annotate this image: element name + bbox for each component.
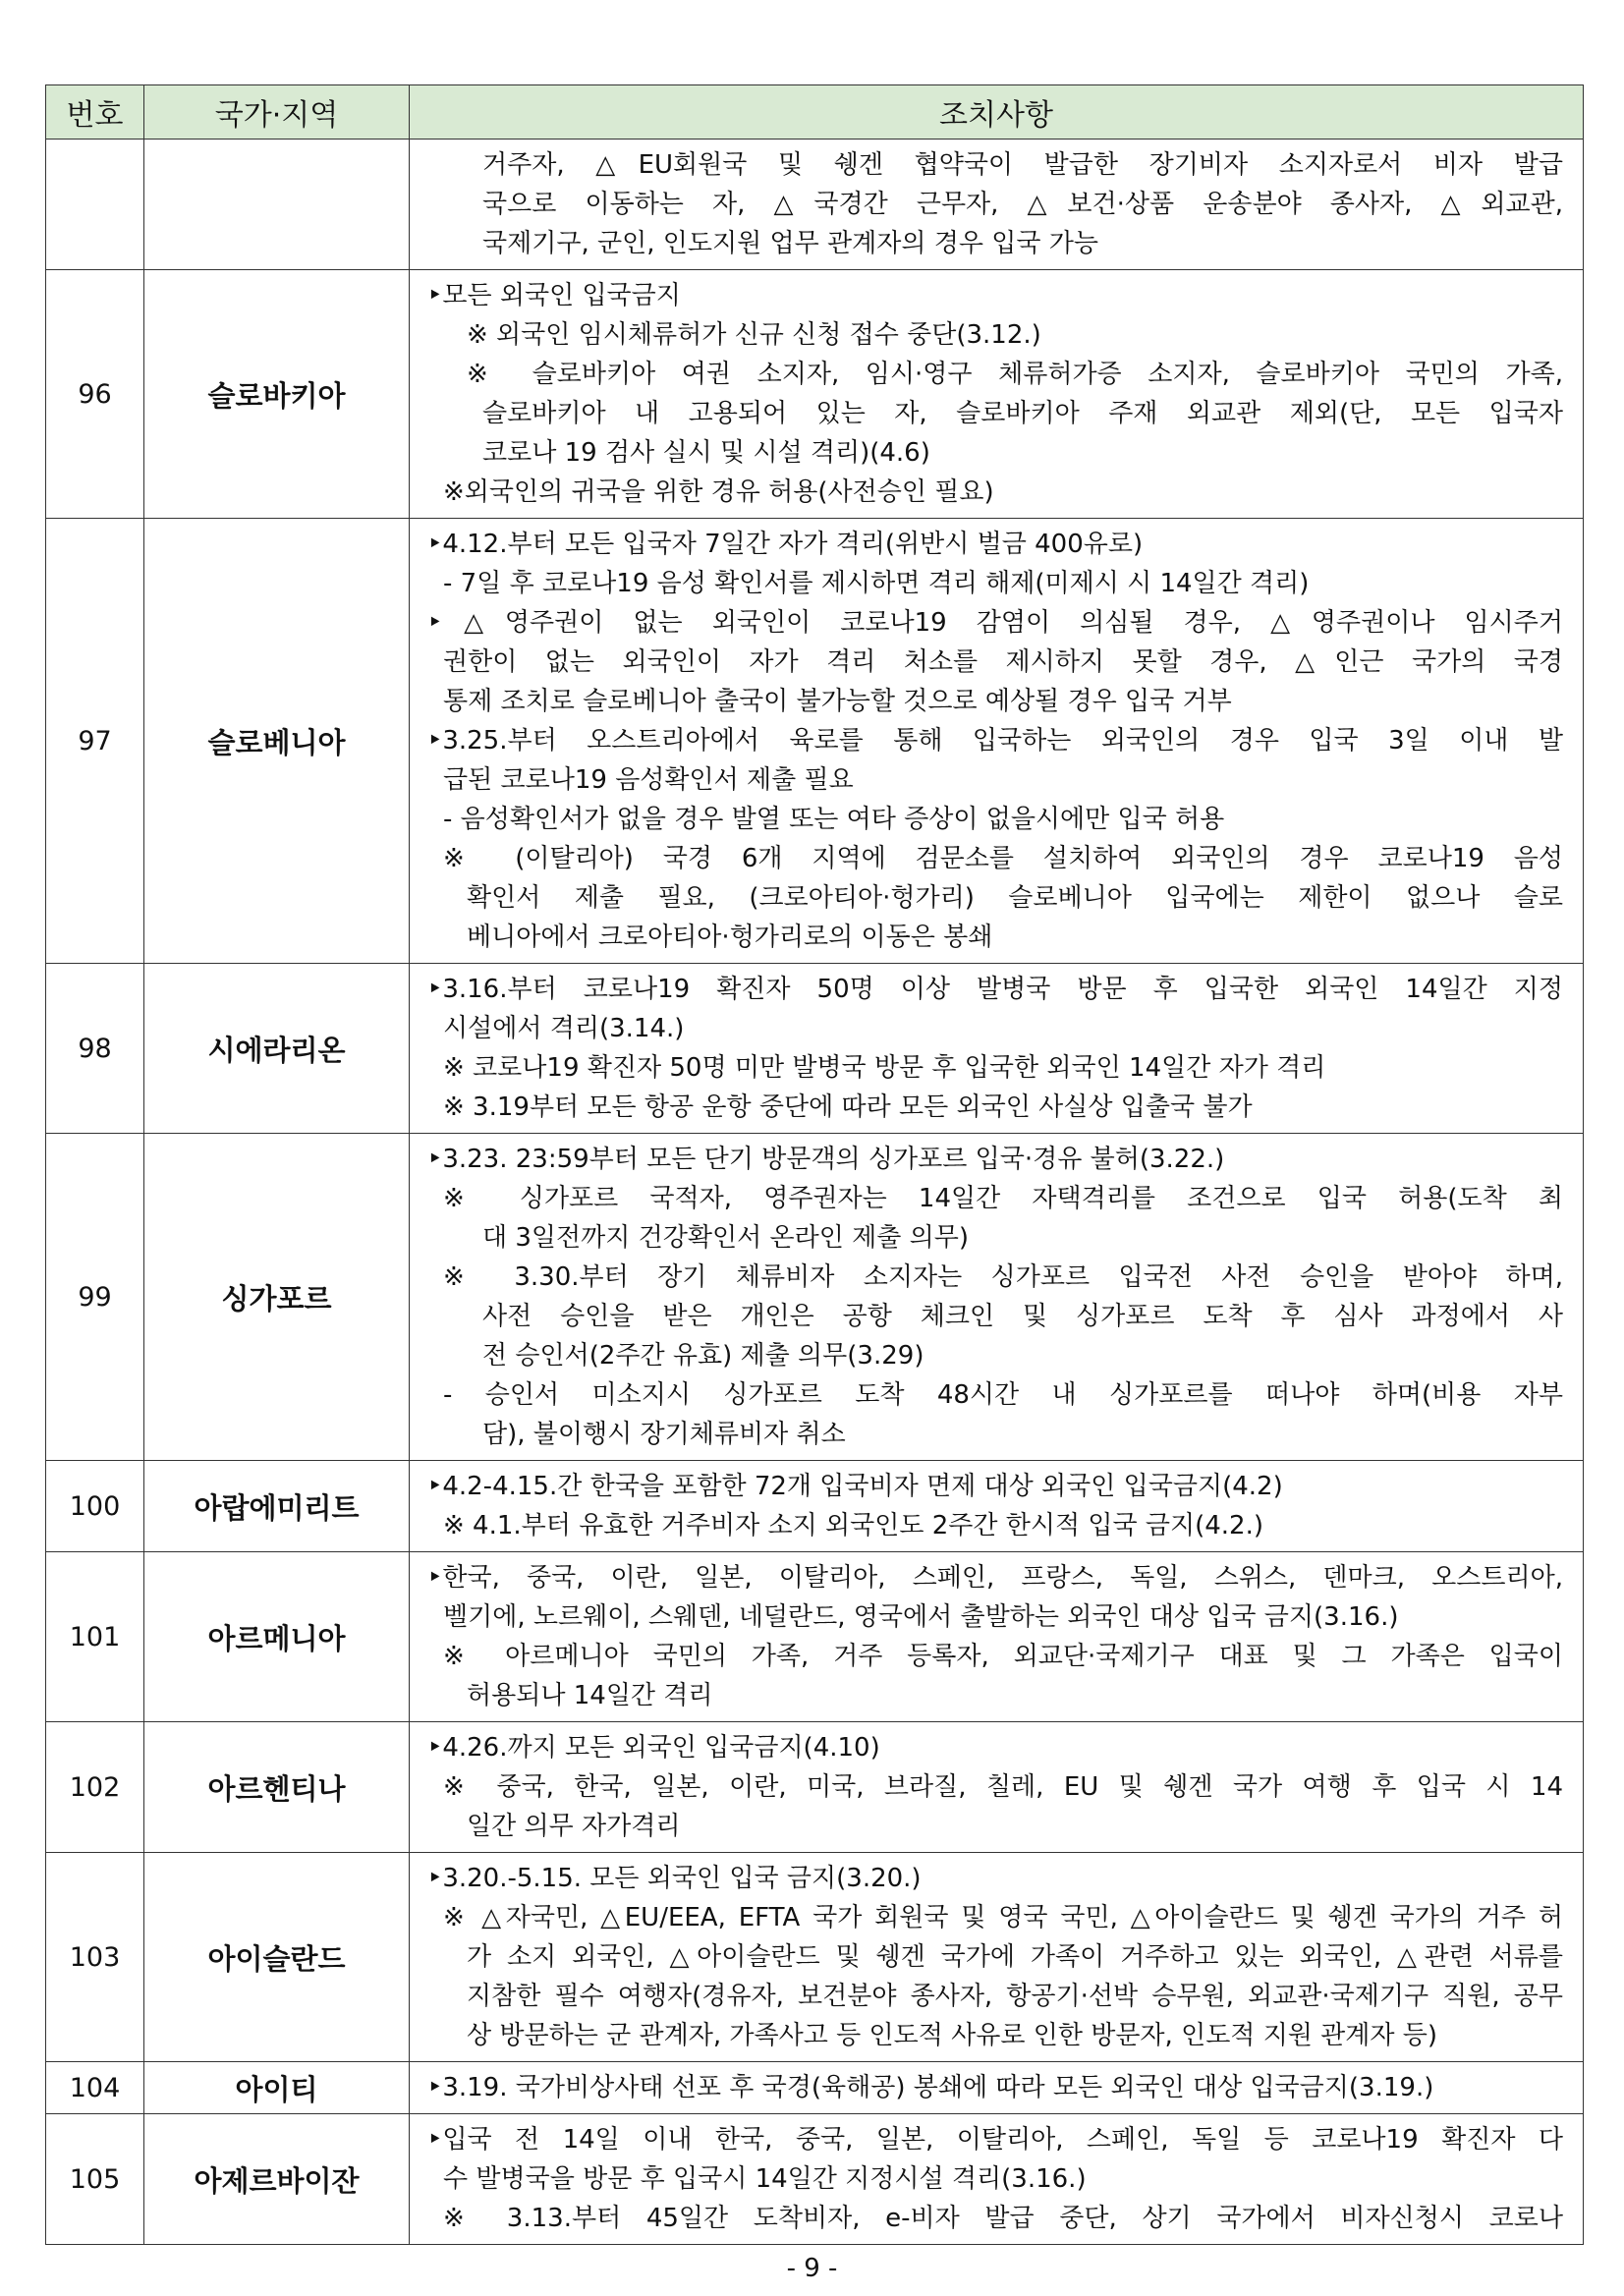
measures-cell: [410, 1722, 1584, 1853]
measure-line: 가 소지 외국인, △아이슬란드 및 쉥겐 국가에 가족이 거주하고 있는 외국인, △관련 서류를: [467, 1942, 1563, 1972]
row-number: 97: [46, 519, 144, 964]
table-row: [46, 140, 1584, 270]
measure-line: 사전 승인을 받은 개인은 공항 체크인 및 싱가포르 도착 후 심사 과정에서 사: [482, 1302, 1563, 1331]
measure-line: 급된 코로나19 음성확인서 제출 필요: [443, 765, 854, 795]
measure-line: ‣△영주권이 없는 외국인이 코로나19 감염이 의심될 경우, △영주권이나 임시주거: [427, 608, 1563, 638]
measure-line: ‣3.23. 23:59부터 모든 단기 방문객의 싱가포르 입국·경유 불허(3.22.): [427, 1145, 1225, 1174]
measure-line: ‣3.19. 국가비상사태 선포 후 국경(육해공) 봉쇄에 따라 모든 외국인 대상 입국금지(3.19.): [427, 2073, 1434, 2102]
measures-cell: [410, 1552, 1584, 1722]
measure-line: ※ (이탈리아) 국경 6개 지역에 검문소를 설치하여 외국인의 경우 코로나19 음성: [443, 844, 1563, 873]
row-number: 105: [46, 2114, 144, 2245]
measure-line: 국제기구, 군인, 인도지원 업무 관계자의 경우 입국 가능: [482, 229, 1098, 258]
measure-line: 코로나 19 검사 실시 및 시설 격리)(4.6): [482, 438, 930, 468]
measure-line: 벨기에, 노르웨이, 스웨덴, 네덜란드, 영국에서 출발하는 외국인 대상 입국 금지(3.16.): [443, 1602, 1399, 1632]
table-row: [46, 1722, 1584, 1853]
country-name: 슬로베니아: [144, 519, 410, 964]
measure-line: - 7일 후 코로나19 음성 확인서를 제시하면 격리 해제(미제시 시 14일간 격리): [443, 569, 1310, 598]
measures-table: [45, 84, 1584, 2245]
row-number: 104: [46, 2062, 144, 2114]
measure-line: ※ 3.30.부터 장기 체류비자 소지자는 싱가포르 입국전 사전 승인을 받아야 하며,: [443, 1262, 1563, 1292]
measure-line: ※ 3.19부터 모든 항공 운항 중단에 따라 모든 외국인 사실상 입출국 불가: [443, 1092, 1253, 1122]
row-number: 102: [46, 1722, 144, 1853]
country-name: 아랍에미리트: [144, 1461, 410, 1552]
table-row: [46, 270, 1584, 519]
measure-line: ※ 싱가포르 국적자, 영주권자는 14일간 자택격리를 조건으로 입국 허용(도착 최: [443, 1184, 1563, 1213]
measure-line: ‣4.26.까지 모든 외국인 입국금지(4.10): [427, 1733, 880, 1763]
measure-line: 담), 불이행시 장기체류비자 취소: [482, 1420, 846, 1449]
row-number: [46, 140, 144, 270]
measure-line: ※외국인의 귀국을 위한 경유 허용(사전승인 필요): [443, 477, 994, 507]
measure-line: 수 발병국을 방문 후 입국시 14일간 지정시설 격리(3.16.): [443, 2164, 1087, 2194]
country-name: 시에라리온: [144, 964, 410, 1134]
measure-line: 상 방문하는 군 관계자, 가족사고 등 인도적 사유로 인한 방문자, 인도적 지원 관계자 등): [467, 2021, 1438, 2050]
table-row: [46, 1552, 1584, 1722]
measure-line: 확인서 제출 필요, (크로아티아·헝가리) 슬로베니아 입국에는 제한이 없으나 슬로: [467, 883, 1563, 913]
measures-cell: [410, 270, 1584, 519]
measure-line: 대 3일전까지 건강확인서 온라인 제출 의무): [482, 1223, 969, 1253]
table-row: [46, 1134, 1584, 1461]
country-name: 아르메니아: [144, 1552, 410, 1722]
country-name: 아이슬란드: [144, 1853, 410, 2062]
measures-cell: [410, 1853, 1584, 2062]
row-number: 96: [46, 270, 144, 519]
header-measures: 조치사항: [410, 85, 1584, 140]
row-number: 98: [46, 964, 144, 1134]
measure-line: 국으로 이동하는 자, △국경간 근무자, △보건·상품 운송분야 종사자, △외교관,: [482, 190, 1563, 219]
measure-line: 일간 의무 자가격리: [467, 1812, 681, 1841]
measure-line: ‣모든 외국인 입국금지: [427, 281, 681, 310]
measure-line: ※ 슬로바키아 여권 소지자, 임시·영구 체류허가증 소지자, 슬로바키아 국민의 가족,: [467, 360, 1563, 389]
measure-line: ‣4.2-4.15.간 한국을 포함한 72개 입국비자 면제 대상 외국인 입국금지(4.2): [427, 1472, 1283, 1501]
measures-cell: [410, 2062, 1584, 2114]
row-number: 100: [46, 1461, 144, 1552]
measure-line: - 승인서 미소지시 싱가포르 도착 48시간 내 싱가포르를 떠나야 하며(비용 자부: [443, 1380, 1563, 1410]
measures-cell: [410, 1134, 1584, 1461]
measure-line: ※ 외국인 임시체류허가 신규 신청 접수 중단(3.12.): [467, 320, 1041, 350]
measure-line: 거주자, △EU회원국 및 쉥겐 협약국이 발급한 장기비자 소지자로서 비자 발급: [482, 150, 1563, 180]
measures-cell: [410, 519, 1584, 964]
measure-line: 슬로바키아 내 고용되어 있는 자, 슬로바키아 주재 외교관 제외(단, 모든 입국자: [482, 399, 1563, 428]
table-row: [46, 1461, 1584, 1552]
measure-line: ※ 3.13.부터 45일간 도착비자, e-비자 발급 중단, 상기 국가에서 비자신청시 코로나: [443, 2204, 1563, 2233]
table-row: [46, 2114, 1584, 2245]
row-number: 101: [46, 1552, 144, 1722]
measure-line: 지참한 필수 여행자(경유자, 보건분야 종사자, 항공기·선박 승무원, 외교관·국제기구 직원, 공무: [467, 1982, 1563, 2011]
table-body: [46, 140, 1584, 2245]
measures-cell: [410, 964, 1584, 1134]
table-row: [46, 2062, 1584, 2114]
header-country-region: 국가·지역: [144, 85, 410, 140]
measure-line: ※ 코로나19 확진자 50명 미만 발병국 방문 후 입국한 외국인 14일간 자가 격리: [443, 1053, 1326, 1083]
measure-line: ‣3.16.부터 코로나19 확진자 50명 이상 발병국 방문 후 입국한 외국인 14일간 지정: [427, 975, 1563, 1004]
measure-line: 시설에서 격리(3.14.): [443, 1014, 685, 1043]
measure-line: ※ △자국민, △EU/EEA, EFTA 국가 회원국 및 영국 국민, △아이슬란드 및 쉥겐 국가의 거주 허: [443, 1903, 1563, 1932]
measure-line: 베니아에서 크로아티아·헝가리로의 이동은 봉쇄: [467, 923, 993, 952]
measure-line: 허용되나 14일간 격리: [467, 1681, 713, 1710]
table-row: [46, 519, 1584, 964]
row-number: 103: [46, 1853, 144, 2062]
measures-cell: [410, 1461, 1584, 1552]
country-name: 아제르바이잔: [144, 2114, 410, 2245]
measure-line: ‣입국 전 14일 이내 한국, 중국, 일본, 이탈리아, 스페인, 독일 등 코로나19 확진자 다: [427, 2125, 1563, 2155]
country-name: 싱가포르: [144, 1134, 410, 1461]
measure-line: ※ 4.1.부터 유효한 거주비자 소지 외국인도 2주간 한시적 입국 금지(4.2.): [443, 1511, 1264, 1540]
country-name: 아르헨티나: [144, 1722, 410, 1853]
measure-line: ‣4.12.부터 모든 입국자 7일간 자가 격리(위반시 벌금 400유로): [427, 530, 1144, 559]
measure-line: 전 승인서(2주간 유효) 제출 의무(3.29): [482, 1341, 924, 1371]
header-number: 번호: [46, 85, 144, 140]
measure-line: ※ 아르메니아 국민의 가족, 거주 등록자, 외교단·국제기구 대표 및 그 가족은 입국이: [443, 1642, 1563, 1671]
measure-line: 통제 조치로 슬로베니아 출국이 불가능할 것으로 예상될 경우 입국 거부: [443, 687, 1232, 716]
measure-line: ‣한국, 중국, 이란, 일본, 이탈리아, 스페인, 프랑스, 독일, 스위스, 덴마크, 오스트리아,: [427, 1563, 1563, 1593]
measure-line: ‣3.25.부터 오스트리아에서 육로를 통해 입국하는 외국인의 경우 입국 3일 이내 발: [427, 726, 1563, 756]
table-header-row: [46, 85, 1584, 140]
page-number: - 9 -: [786, 2254, 838, 2283]
measures-cell: [410, 2114, 1584, 2245]
country-name: 아이티: [144, 2062, 410, 2114]
country-name: 슬로바키아: [144, 270, 410, 519]
table-row: [46, 1853, 1584, 2062]
table-row: [46, 964, 1584, 1134]
measure-line: ※ 중국, 한국, 일본, 이란, 미국, 브라질, 칠레, EU 및 쉥겐 국가 여행 후 입국 시 14: [443, 1772, 1563, 1802]
measure-line: 권한이 없는 외국인이 자가 격리 처소를 제시하지 못할 경우, △인근 국가의 국경: [443, 647, 1563, 677]
row-number: 99: [46, 1134, 144, 1461]
measures-cell: [410, 140, 1584, 270]
measure-line: ‣3.20.-5.15. 모든 외국인 입국 금지(3.20.): [427, 1864, 922, 1893]
measure-line: - 음성확인서가 없을 경우 발열 또는 여타 증상이 없을시에만 입국 허용: [443, 805, 1225, 834]
country-name: [144, 140, 410, 270]
